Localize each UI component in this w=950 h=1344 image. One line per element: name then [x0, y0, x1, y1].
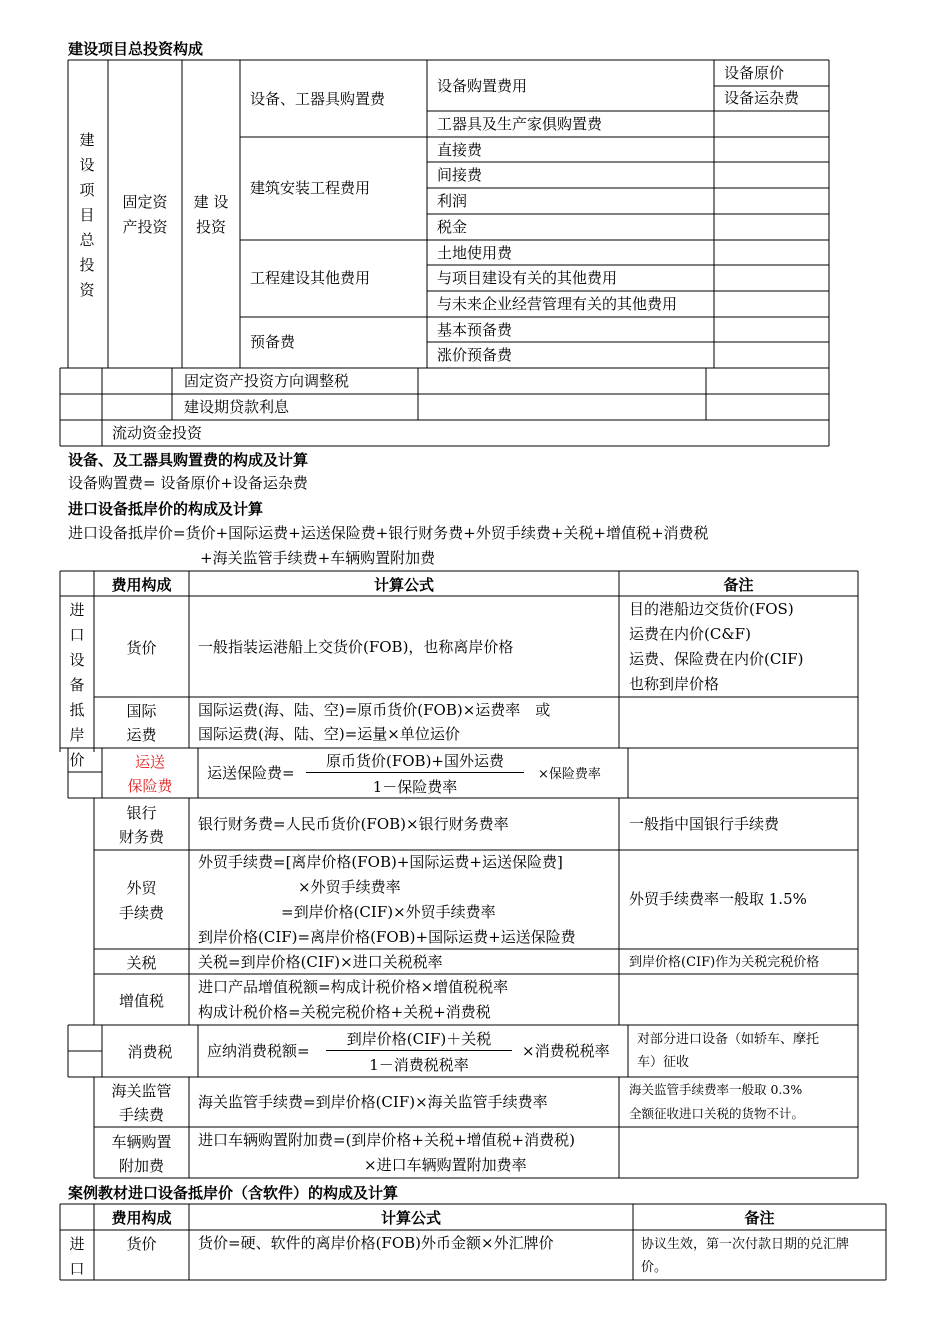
item-equipment-purchase: 设备购置费用 [437, 77, 528, 95]
sub-equipment-price: 设备原价 [724, 64, 785, 82]
t3-row-goods-name: 货价 [126, 1235, 157, 1253]
row-tariff-formula: 关税=到岸价格(CIF)×进口关税税率 [198, 953, 443, 971]
row-vat-name: 增值税 [118, 992, 164, 1010]
t3-vertical-title: 进口 [69, 1235, 85, 1278]
row-customs-note-1: 海关监管手续费率一般取 0.3% [629, 1082, 803, 1097]
group-building-installation: 建筑安装工程费用 [250, 179, 371, 197]
row-vehicle-name-1: 车辆购置 [111, 1133, 172, 1151]
row-goods-formula: 一般指装运港船上交货价(FOB)，也称离岸价格 [198, 638, 514, 656]
row-freight-formula-2: 国际运费(海、陆、空)=运量×单位运价 [198, 725, 460, 743]
row-consumption-name: 消费税 [127, 1043, 173, 1061]
group-equipment: 设备、工器具购置费 [250, 90, 386, 108]
row-bank-formula: 银行财务费=人民币货价(FOB)×银行财务费率 [198, 815, 509, 833]
row-consumption-denominator: 1－消费税税率 [369, 1056, 469, 1074]
section-title-case-landed-price: 案例教材进口设备抵岸价（含软件）的构成及计算 [68, 1184, 399, 1202]
row-insurance-suffix [538, 763, 601, 785]
item-future-management: 与未来企业经营管理有关的其他费用 [437, 295, 678, 313]
row-consumption-suffix: ×消费税税率 [522, 1042, 610, 1060]
row-consumption-numerator: 到岸价格(CIF)＋关税 [346, 1030, 492, 1048]
row-freight-formula-1: 国际运费(海、陆、空)=原币货价(FOB)×运费率 或 [198, 701, 551, 719]
t3-row-goods-note-2: 价。 [641, 1260, 668, 1275]
row-tariff-note: 到岸价格(CIF)作为关税完税价格 [629, 955, 820, 970]
row-consumption-prefix: 应纳消费税额= [207, 1042, 310, 1060]
construction-label-1: 建 设 [193, 193, 229, 211]
row-insurance-prefix: 运送保险费= [207, 764, 295, 782]
vertical-title-landed-price: 进口设备抵岸价 [69, 601, 85, 769]
row-customs-note-2: 全额征收进口关税的货物不计。 [629, 1106, 805, 1121]
header-cost-item: 费用构成 [111, 576, 172, 594]
row-goods-note-4: 也称到岸价格 [629, 675, 720, 693]
row-goods-note-1: 目的港船边交货价(FOS) [629, 600, 794, 618]
row-loan-interest: 建设期贷款利息 [184, 398, 290, 416]
row-vehicle-name-2: 附加费 [118, 1157, 164, 1175]
row-trade-formula-4: 到岸价格(CIF)=离岸价格(FOB)+国际运费+运送保险费 [198, 928, 576, 946]
row-trade-formula-2: ×外贸手续费率 [298, 878, 401, 896]
row-freight-name-2: 运费 [126, 726, 157, 744]
item-land-use: 土地使用费 [437, 244, 513, 262]
vertical-title-total-investment: 建设项目总投资 [79, 131, 95, 299]
row-bank-name-2: 财务费 [118, 828, 164, 846]
row-trade-name-2: 手续费 [118, 904, 164, 922]
t3-header-note: 备注 [744, 1209, 775, 1227]
item-basic-reserve: 基本预备费 [437, 321, 513, 339]
row-tariff-name: 关税 [126, 954, 157, 972]
t3-header-cost-item: 费用构成 [111, 1209, 172, 1227]
row-insurance-name-1: 运送 [134, 753, 165, 771]
section-title-equipment-cost: 设备、及工器具购置费的构成及计算 [68, 451, 309, 469]
section-title-landed-price: 进口设备抵岸价的构成及计算 [68, 500, 264, 518]
row-trade-note: 外贸手续费率一般取 1.5% [629, 890, 807, 908]
landed-price-formula-line1: 进口设备抵岸价=货价+国际运费+运送保险费+银行财务费+外贸手续费+关税+增值税+消费税 [68, 524, 709, 542]
item-tax: 税金 [437, 218, 468, 236]
item-project-related: 与项目建设有关的其他费用 [437, 269, 618, 287]
row-consumption-note-1: 对部分进口设备（如轿车、摩托 [637, 1032, 820, 1047]
item-indirect-cost: 间接费 [437, 166, 483, 184]
row-customs-formula: 海关监管手续费=到岸价格(CIF)×海关监管手续费率 [198, 1093, 548, 1111]
section-title-investment: 建设项目总投资构成 [68, 40, 204, 58]
row-insurance-fraction-bar [306, 772, 524, 773]
row-goods-note-2: 运费在内价(C&F) [629, 625, 751, 643]
row-consumption-fraction-bar [326, 1050, 512, 1051]
row-bank-name-1: 银行 [126, 804, 157, 822]
item-profit: 利润 [437, 192, 468, 210]
row-trade-formula-1: 外贸手续费=[离岸价格(FOB)+国际运费+运送保险费] [198, 853, 563, 871]
row-vat-formula-1: 进口产品增值税额=构成计税价格×增值税税率 [198, 978, 509, 996]
fixed-asset-label-2: 产投资 [122, 218, 168, 236]
row-insurance-denominator: 1－保险费率 [372, 778, 458, 796]
group-reserve: 预备费 [250, 333, 296, 351]
row-freight-name-1: 国际 [126, 702, 157, 720]
header-note: 备注 [723, 576, 754, 594]
row-trade-formula-3: =到岸价格(CIF)×外贸手续费率 [281, 903, 496, 921]
row-trade-name-1: 外贸 [126, 879, 157, 897]
item-tools-furniture: 工器具及生产家俱购置费 [437, 115, 603, 133]
landed-price-formula-line2: +海关监管手续费+车辆购置附加费 [200, 549, 436, 567]
row-customs-name-2: 手续费 [118, 1106, 164, 1124]
t3-row-goods-formula: 货价=硬、软件的离岸价格(FOB)外币金额×外汇牌价 [198, 1234, 554, 1252]
item-direct-cost: 直接费 [437, 141, 483, 159]
row-goods-name: 货价 [126, 639, 157, 657]
row-insurance-numerator: 原币货价(FOB)+国外运费 [325, 752, 504, 770]
row-insurance-suffix-text: ×保险费率 [538, 767, 601, 782]
sub-equipment-freight: 设备运杂费 [724, 89, 800, 107]
construction-label-2: 投资 [195, 218, 226, 236]
equipment-cost-formula: 设备购置费= 设备原价+设备运杂费 [68, 474, 308, 492]
row-insurance-name-2: 保险费 [127, 777, 173, 795]
row-customs-name-1: 海关监管 [111, 1082, 172, 1100]
row-working-capital: 流动资金投资 [112, 424, 203, 442]
fixed-asset-label-1: 固定资 [122, 193, 168, 211]
row-vat-formula-2: 构成计税价格=关税完税价格+关税+消费税 [198, 1003, 491, 1021]
row-bank-note: 一般指中国银行手续费 [629, 815, 780, 833]
item-price-reserve: 涨价预备费 [437, 346, 513, 364]
t3-row-goods-note-1: 协议生效，第一次付款日期的兑汇牌 [641, 1237, 850, 1252]
row-direction-tax: 固定资产投资方向调整税 [184, 372, 350, 390]
t3-header-formula: 计算公式 [380, 1209, 441, 1227]
row-consumption-note-2: 车）征收 [637, 1055, 690, 1070]
row-vehicle-formula-2: ×进口车辆购置附加费率 [364, 1156, 527, 1174]
row-vehicle-formula-1: 进口车辆购置附加费=(到岸价格+关税+增值税+消费税) [198, 1131, 575, 1149]
header-formula: 计算公式 [373, 576, 434, 594]
group-other-costs: 工程建设其他费用 [250, 269, 371, 287]
row-goods-note-3: 运费、保险费在内价(CIF) [629, 650, 804, 668]
